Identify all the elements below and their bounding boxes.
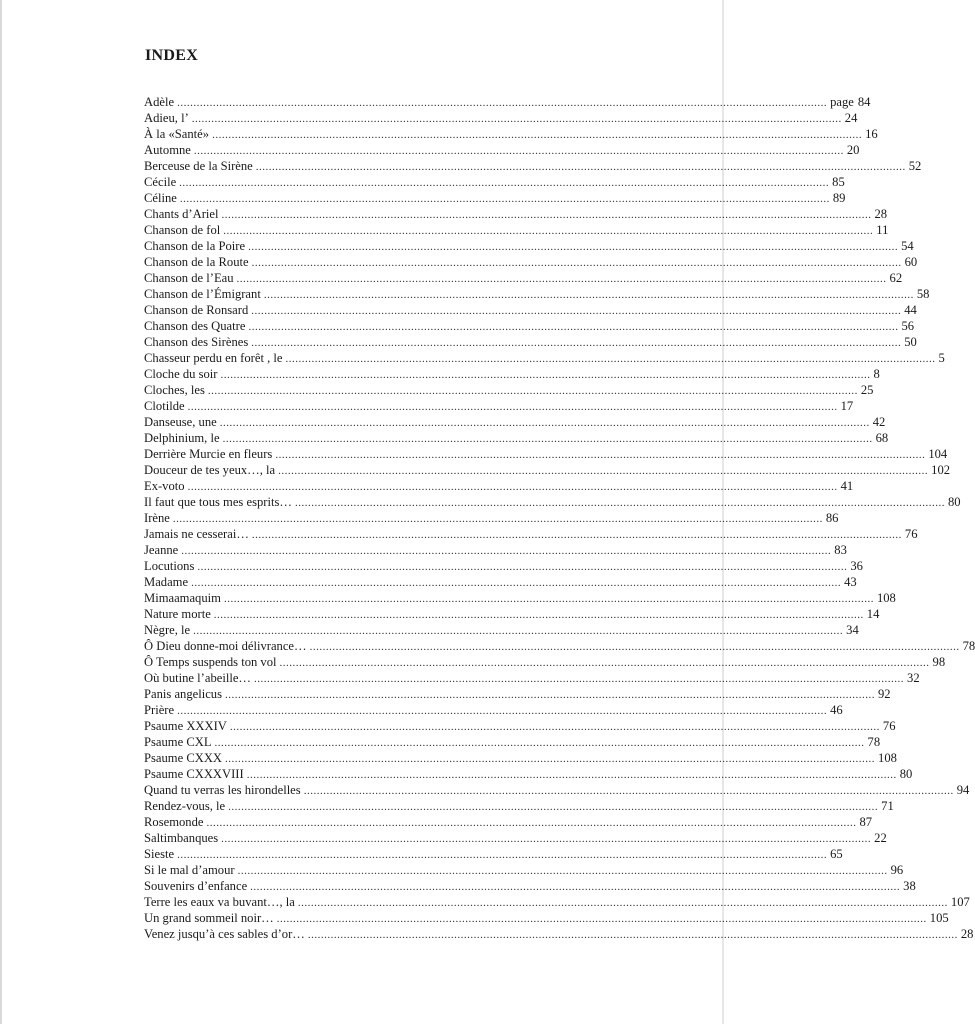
entry-page-number: 28 — [874, 207, 888, 221]
dot-leader: ........................................................................................................................................................................................................ — [250, 881, 901, 893]
entry-page-number: 11 — [876, 223, 889, 237]
dot-leader: ........................................................................................................................................................................................................ — [220, 369, 871, 381]
index-entry — [144, 846, 843, 862]
entry-page-number: 34 — [846, 623, 859, 637]
index-entry — [144, 110, 858, 126]
dot-leader: ........................................................................................................................................................................................................ — [221, 833, 872, 845]
entry-page-number: 25 — [860, 383, 874, 397]
dot-leader: ........................................................................................................................................................................................................ — [214, 737, 865, 749]
dot-leader: ........................................................................................................................................................................................................ — [278, 465, 929, 477]
index-entry — [144, 926, 974, 942]
dot-leader: ........................................................................................................................................................................................................ — [254, 673, 905, 685]
dot-leader: ........................................................................................................................................................................................................ — [276, 913, 927, 925]
entry-title: Quand tu verras les hirondelles — [144, 783, 301, 797]
entry-page-number: 50 — [904, 335, 917, 349]
entry-page-number: 5 — [938, 351, 945, 365]
entry-title: Rosemonde — [144, 815, 204, 829]
entry-page-number: 68 — [875, 431, 889, 445]
dot-leader: ........................................................................................................................................................................................................ — [263, 289, 914, 301]
index-entry — [144, 878, 916, 894]
entry-title: Panis angelicus — [144, 687, 222, 701]
entry-title: Danseuse, une — [144, 415, 217, 429]
page-edge-left — [0, 0, 2, 1024]
entry-page-number: 80 — [899, 767, 913, 781]
dot-leader: ........................................................................................................................................................................................................ — [221, 209, 872, 221]
entry-title: Adieu, l’ — [144, 111, 189, 125]
entry-page-number: 94 — [956, 783, 970, 797]
index-entry — [144, 830, 887, 846]
dot-leader: ........................................................................................................................................................................................................ — [255, 161, 906, 173]
entry-title: Un grand sommeil noir… — [144, 911, 274, 925]
index-entry — [144, 222, 889, 238]
entry-title: Delphinium, le — [144, 431, 220, 445]
entry-title: Jamais ne cesserai… — [144, 527, 249, 541]
dot-leader: ........................................................................................................................................................................................................ — [225, 753, 876, 765]
index-entry — [144, 862, 904, 878]
entry-page-number: 38 — [903, 879, 916, 893]
index-entry — [144, 574, 857, 590]
index-list — [144, 94, 975, 942]
index-entry — [144, 350, 945, 366]
entry-title: Cloches, les — [144, 383, 205, 397]
index-entry — [144, 270, 903, 286]
index-entry — [144, 894, 970, 910]
dot-leader: ........................................................................................................................................................................................................ — [187, 401, 838, 413]
dot-leader: ........................................................................................................................................................................................................ — [177, 705, 828, 717]
entry-page-number: 56 — [901, 319, 915, 333]
entry-title: Rendez-vous, le — [144, 799, 226, 813]
entry-page-number: 8 — [873, 367, 880, 381]
dot-leader: ........................................................................................................................................................................................................ — [177, 97, 828, 109]
entry-page-number: 107 — [950, 895, 970, 909]
entry-page-number: 17 — [840, 399, 854, 413]
index-entry — [144, 510, 839, 526]
entry-title: Jeanne — [144, 543, 179, 557]
entry-page-number: 32 — [907, 671, 920, 685]
dot-leader: ........................................................................................................................................................................................................ — [228, 801, 879, 813]
index-entry — [144, 142, 860, 158]
dot-leader: ........................................................................................................................................................................................................ — [177, 849, 828, 861]
index-entry — [144, 94, 871, 110]
index-entry — [144, 190, 846, 206]
index-entry — [144, 478, 854, 494]
dot-leader: ........................................................................................................................................................................................................ — [179, 193, 830, 205]
index-entry — [144, 494, 961, 510]
entry-title: Saltimbanques — [144, 831, 219, 845]
index-entry — [144, 302, 917, 318]
entry-title: Ô Dieu donne-moi délivrance… — [144, 639, 307, 653]
entry-page-number: 24 — [844, 111, 858, 125]
entry-title: Chanson de fol — [144, 223, 221, 237]
index-entry — [144, 542, 847, 558]
dot-leader: ........................................................................................................................................................................................................ — [193, 145, 844, 157]
entry-page-number: 76 — [904, 527, 918, 541]
dot-leader: ........................................................................................................................................................................................................ — [251, 257, 902, 269]
dot-leader: ........................................................................................................................................................................................................ — [236, 273, 887, 285]
entry-title: Nature morte — [144, 607, 211, 621]
entry-page-number: 86 — [825, 511, 839, 525]
index-entry — [144, 366, 880, 382]
index-entry — [144, 654, 946, 670]
entry-page-number: 16 — [865, 127, 878, 141]
entry-title: Psaume XXXIV — [144, 719, 227, 733]
entry-title: Cloche du soir — [144, 367, 218, 381]
entry-page-number: 54 — [901, 239, 914, 253]
index-entry — [144, 734, 881, 750]
entry-page-number: 71 — [881, 799, 894, 813]
index-entry — [144, 750, 897, 766]
page-title: INDEX — [145, 47, 199, 64]
dot-leader: ........................................................................................................................................................................................................ — [248, 241, 899, 253]
dot-leader: ........................................................................................................................................................................................................ — [207, 385, 858, 397]
dot-leader: ........................................................................................................................................................................................................ — [219, 417, 870, 429]
entry-page-number: 41 — [840, 479, 854, 493]
dot-leader: ........................................................................................................................................................................................................ — [193, 625, 844, 637]
dot-leader: ........................................................................................................................................................................................................ — [222, 433, 873, 445]
entry-title: Chasseur perdu en forêt , le — [144, 351, 283, 365]
entry-page-number: 98 — [932, 655, 946, 669]
index-entry — [144, 814, 873, 830]
entry-page-number: 108 — [878, 751, 897, 765]
entry-page-number: 60 — [904, 255, 918, 269]
entry-page-number: 28 — [960, 927, 974, 941]
entry-page-number: 96 — [890, 863, 904, 877]
index-entry — [144, 206, 888, 222]
index-entry — [144, 638, 975, 654]
entry-title: Chanson de la Poire — [144, 239, 246, 253]
dot-leader: ........................................................................................................................................................................................................ — [223, 225, 874, 237]
dot-leader: ........................................................................................................................................................................................................ — [251, 337, 902, 349]
entry-title: À la «Santé» — [144, 127, 210, 141]
dot-leader: ........................................................................................................................................................................................................ — [309, 641, 960, 653]
entry-title: Si le mal d’amour — [144, 863, 235, 877]
entry-page-number: 20 — [846, 143, 860, 157]
entry-title: Douceur de tes yeux…, la — [144, 463, 276, 477]
dot-leader: ........................................................................................................................................................................................................ — [213, 609, 864, 621]
index-entry — [144, 318, 915, 334]
entry-title: Venez jusqu’à ces sables d’or… — [144, 927, 305, 941]
index-entry — [144, 782, 970, 798]
entry-page-number: 92 — [878, 687, 891, 701]
index-entry — [144, 334, 917, 350]
index-entry — [144, 254, 918, 270]
dot-leader: ........................................................................................................................................................................................................ — [191, 577, 842, 589]
index-entry — [144, 622, 859, 638]
entry-title: Ex-voto — [144, 479, 185, 493]
index-entry — [144, 238, 914, 254]
entry-title: Cécile — [144, 175, 177, 189]
index-entry — [144, 286, 930, 302]
entry-page-number: 102 — [931, 463, 951, 477]
entry-page-number: 84 — [857, 95, 871, 109]
dot-leader: ........................................................................................................................................................................................................ — [279, 657, 930, 669]
index-entry — [144, 798, 894, 814]
dot-leader: ........................................................................................................................................................................................................ — [206, 817, 857, 829]
index-entry — [144, 158, 922, 174]
entry-page-number: 83 — [834, 543, 847, 557]
entry-page-number: 87 — [859, 815, 873, 829]
index-entry — [144, 382, 874, 398]
entry-page-number: 43 — [844, 575, 857, 589]
entry-page-number: 58 — [916, 287, 930, 301]
entry-title: Locutions — [144, 559, 195, 573]
index-entry — [144, 766, 913, 782]
index-entry — [144, 446, 948, 462]
entry-title: Derrière Murcie en fleurs — [144, 447, 273, 461]
page-label: page — [830, 95, 854, 109]
entry-page-number: 14 — [866, 607, 880, 621]
entry-title: Psaume CXL — [144, 735, 212, 749]
index-entry — [144, 414, 886, 430]
entry-title: Adèle — [144, 95, 175, 109]
index-entry — [144, 910, 949, 926]
entry-title: Irène — [144, 511, 170, 525]
entry-page-number: 85 — [832, 175, 845, 189]
entry-title: Mimaamaquim — [144, 591, 221, 605]
dot-leader: ........................................................................................................................................................................................................ — [251, 305, 902, 317]
entry-title: Chanson des Quatre — [144, 319, 246, 333]
dot-leader: ........................................................................................................................................................................................................ — [179, 177, 830, 189]
entry-page-number: 36 — [850, 559, 863, 573]
entry-page-number: 105 — [929, 911, 949, 925]
entry-page-number: 78 — [867, 735, 881, 749]
index-entry — [144, 558, 863, 574]
entry-title: Où butine l’abeille… — [144, 671, 252, 685]
index-entry — [144, 718, 896, 734]
entry-title: Nègre, le — [144, 623, 191, 637]
entry-title: Chanson de Ronsard — [144, 303, 249, 317]
entry-title: Terre les eaux va buvant…, la — [144, 895, 295, 909]
entry-title: Souvenirs d’enfance — [144, 879, 248, 893]
entry-title: Céline — [144, 191, 177, 205]
entry-page-number: 108 — [876, 591, 896, 605]
entry-page-number: 44 — [904, 303, 917, 317]
index-entry — [144, 526, 918, 542]
entry-page-number: 22 — [874, 831, 887, 845]
dot-leader: ........................................................................................................................................................................................................ — [246, 769, 897, 781]
entry-page-number: 76 — [882, 719, 896, 733]
dot-leader: ........................................................................................................................................................................................................ — [191, 113, 842, 125]
dot-leader: ........................................................................................................................................................................................................ — [223, 593, 874, 605]
entry-page-number: 52 — [908, 159, 922, 173]
dot-leader: ........................................................................................................................................................................................................ — [187, 481, 838, 493]
entry-title: Ô Temps suspends ton vol — [144, 655, 277, 669]
entry-page-number: 42 — [872, 415, 886, 429]
entry-title: Psaume CXXX — [144, 751, 223, 765]
index-entry — [144, 398, 854, 414]
index-entry — [144, 126, 878, 142]
dot-leader: ........................................................................................................................................................................................................ — [294, 497, 945, 509]
index-entry — [144, 462, 951, 478]
entry-page-number: 104 — [928, 447, 948, 461]
dot-leader: ........................................................................................................................................................................................................ — [181, 545, 832, 557]
dot-leader: ........................................................................................................................................................................................................ — [225, 689, 875, 701]
dot-leader: ........................................................................................................................................................................................................ — [229, 721, 880, 733]
entry-title: Psaume CXXXVIII — [144, 767, 244, 781]
dot-leader: ........................................................................................................................................................................................................ — [275, 449, 926, 461]
dot-leader: ........................................................................................................................................................................................................ — [248, 321, 899, 333]
entry-title: Chanson de l’Eau — [144, 271, 234, 285]
entry-title: Automne — [144, 143, 191, 157]
entry-page-number: 46 — [830, 703, 843, 717]
dot-leader: ........................................................................................................................................................................................................ — [212, 129, 863, 141]
entry-title: Chants d’Ariel — [144, 207, 219, 221]
index-entry — [144, 606, 880, 622]
entry-title: Chanson de l’Émigrant — [144, 287, 261, 301]
entry-title: Il faut que tous mes esprits… — [144, 495, 292, 509]
entry-title: Chanson des Sirènes — [144, 335, 249, 349]
entry-title: Madame — [144, 575, 189, 589]
entry-page-number: 62 — [889, 271, 903, 285]
index-entry — [144, 686, 891, 702]
entry-title: Prière — [144, 703, 175, 717]
entry-page-number: 65 — [830, 847, 843, 861]
dot-leader: ........................................................................................................................................................................................................ — [251, 529, 902, 541]
entry-title: Berceuse de la Sirène — [144, 159, 253, 173]
dot-leader: ........................................................................................................................................................................................................ — [172, 513, 823, 525]
dot-leader: ........................................................................................................................................................................................................ — [237, 865, 888, 877]
index-entry — [144, 430, 889, 446]
index-entry — [144, 590, 896, 606]
entry-title: Chanson de la Route — [144, 255, 249, 269]
dot-leader: ........................................................................................................................................................................................................ — [297, 897, 948, 909]
entry-title: Sieste — [144, 847, 175, 861]
entry-page-number: 89 — [832, 191, 846, 205]
dot-leader: ........................................................................................................................................................................................................ — [307, 929, 958, 941]
dot-leader: ........................................................................................................................................................................................................ — [285, 353, 936, 365]
index-entry — [144, 670, 920, 686]
entry-page-number: 78 — [962, 639, 975, 653]
dot-leader: ........................................................................................................................................................................................................ — [197, 561, 848, 573]
entry-title: Clotilde — [144, 399, 185, 413]
index-entry — [144, 702, 843, 718]
index-entry — [144, 174, 845, 190]
dot-leader: ........................................................................................................................................................................................................ — [303, 785, 954, 797]
entry-page-number: 80 — [947, 495, 961, 509]
